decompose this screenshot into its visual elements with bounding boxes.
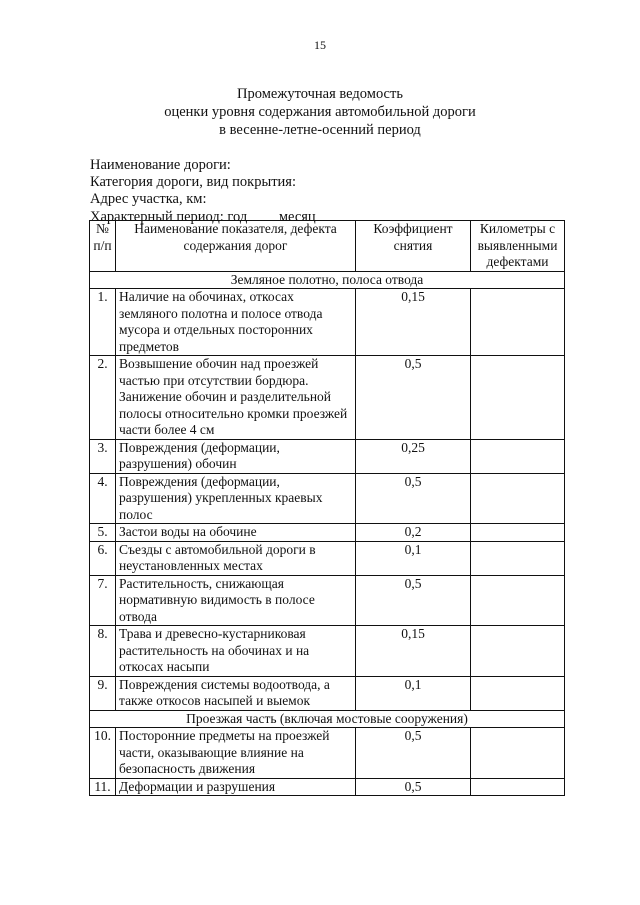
row-number: 9. bbox=[90, 676, 116, 710]
row-km bbox=[471, 575, 565, 626]
table-row bbox=[90, 289, 565, 356]
table-row bbox=[90, 439, 565, 473]
row-number: 10. bbox=[90, 728, 116, 779]
section-title: Проезжая часть (включая мостовые сооружения) bbox=[90, 710, 565, 728]
section-address-field: Адрес участка, км: bbox=[90, 191, 207, 207]
row-number: 11. bbox=[90, 778, 116, 796]
section-row bbox=[90, 710, 565, 728]
defects-table bbox=[89, 220, 565, 796]
row-number: 3. bbox=[90, 439, 116, 473]
row-km bbox=[471, 728, 565, 779]
row-number: 7. bbox=[90, 575, 116, 626]
row-coefficient: 0,5 bbox=[356, 356, 471, 440]
row-km bbox=[471, 473, 565, 524]
row-number: 6. bbox=[90, 541, 116, 575]
document-title bbox=[0, 85, 640, 139]
row-coefficient: 0,1 bbox=[356, 676, 471, 710]
table-row bbox=[90, 778, 565, 796]
row-number: 5. bbox=[90, 524, 116, 542]
row-km bbox=[471, 541, 565, 575]
header-coef: Коэффициент снятия bbox=[356, 221, 471, 272]
title-line-1: Промежуточная ведомость bbox=[237, 86, 403, 102]
table-row bbox=[90, 728, 565, 779]
row-km bbox=[471, 356, 565, 440]
row-km bbox=[471, 626, 565, 677]
row-name: Повреждения (деформации, разрушения) укрепленных краевых полос bbox=[116, 473, 356, 524]
header-num: № п/п bbox=[90, 221, 116, 272]
table-header-row bbox=[90, 221, 565, 272]
row-number: 2. bbox=[90, 356, 116, 440]
row-coefficient: 0,25 bbox=[356, 439, 471, 473]
month-label: месяц bbox=[278, 209, 316, 225]
row-name: Повреждения системы водоотвода, а также откосов насыпей и выемок bbox=[116, 676, 356, 710]
row-coefficient: 0,5 bbox=[356, 778, 471, 796]
header-km: Километры с выявленными дефектами bbox=[471, 221, 565, 272]
table-row bbox=[90, 356, 565, 440]
table-row bbox=[90, 473, 565, 524]
table-row bbox=[90, 626, 565, 677]
section-row bbox=[90, 271, 565, 289]
row-km bbox=[471, 524, 565, 542]
row-name: Наличие на обочинах, откосах земляного полотна и полосе отвода мусора и отдельных посторонних предметов bbox=[116, 289, 356, 356]
row-coefficient: 0,5 bbox=[356, 575, 471, 626]
row-coefficient: 0,5 bbox=[356, 728, 471, 779]
table-row bbox=[90, 575, 565, 626]
row-name: Застои воды на обочине bbox=[116, 524, 356, 542]
row-coefficient: 0,15 bbox=[356, 289, 471, 356]
row-name: Повреждения (деформации, разрушения) обочин bbox=[116, 439, 356, 473]
title-line-2: оценки уровня содержания автомобильной дороги bbox=[164, 104, 476, 120]
table-body bbox=[90, 271, 565, 796]
row-km bbox=[471, 676, 565, 710]
row-name: Съезды с автомобильной дороги в неустановленных местах bbox=[116, 541, 356, 575]
row-coefficient: 0,1 bbox=[356, 541, 471, 575]
row-name: Посторонние предметы на проезжей части, оказывающие влияние на безопасность движения bbox=[116, 728, 356, 779]
table-row bbox=[90, 524, 565, 542]
row-name: Растительность, снижающая нормативную видимость в полосе отвода bbox=[116, 575, 356, 626]
road-name-field: Наименование дороги: bbox=[90, 157, 231, 173]
row-coefficient: 0,15 bbox=[356, 626, 471, 677]
section-title: Земляное полотно, полоса отвода bbox=[90, 271, 565, 289]
header-fields bbox=[90, 157, 346, 226]
row-km bbox=[471, 289, 565, 356]
road-category-field: Категория дороги, вид покрытия: bbox=[90, 174, 296, 190]
row-number: 1. bbox=[90, 289, 116, 356]
row-km bbox=[471, 778, 565, 796]
row-coefficient: 0,2 bbox=[356, 524, 471, 542]
row-name: Трава и древесно-кустарниковая растительность на обочинах и на откосах насыпи bbox=[116, 626, 356, 677]
table-row bbox=[90, 541, 565, 575]
row-number: 8. bbox=[90, 626, 116, 677]
page-number: 15 bbox=[314, 38, 326, 52]
row-name: Деформации и разрушения bbox=[116, 778, 356, 796]
row-name: Возвышение обочин над проезжей частью при отсутствии бордюра. Занижение обочин и разделительной полосы относительно кромки проезжей части более 4 см bbox=[116, 356, 356, 440]
row-km bbox=[471, 439, 565, 473]
header-name: Наименование показателя, дефекта содержания дорог bbox=[116, 221, 356, 272]
period-label: Характерный период: год bbox=[90, 209, 248, 225]
row-number: 4. bbox=[90, 473, 116, 524]
row-coefficient: 0,5 bbox=[356, 473, 471, 524]
table-row bbox=[90, 676, 565, 710]
title-line-3: в весенне-летне-осенний период bbox=[219, 122, 421, 138]
